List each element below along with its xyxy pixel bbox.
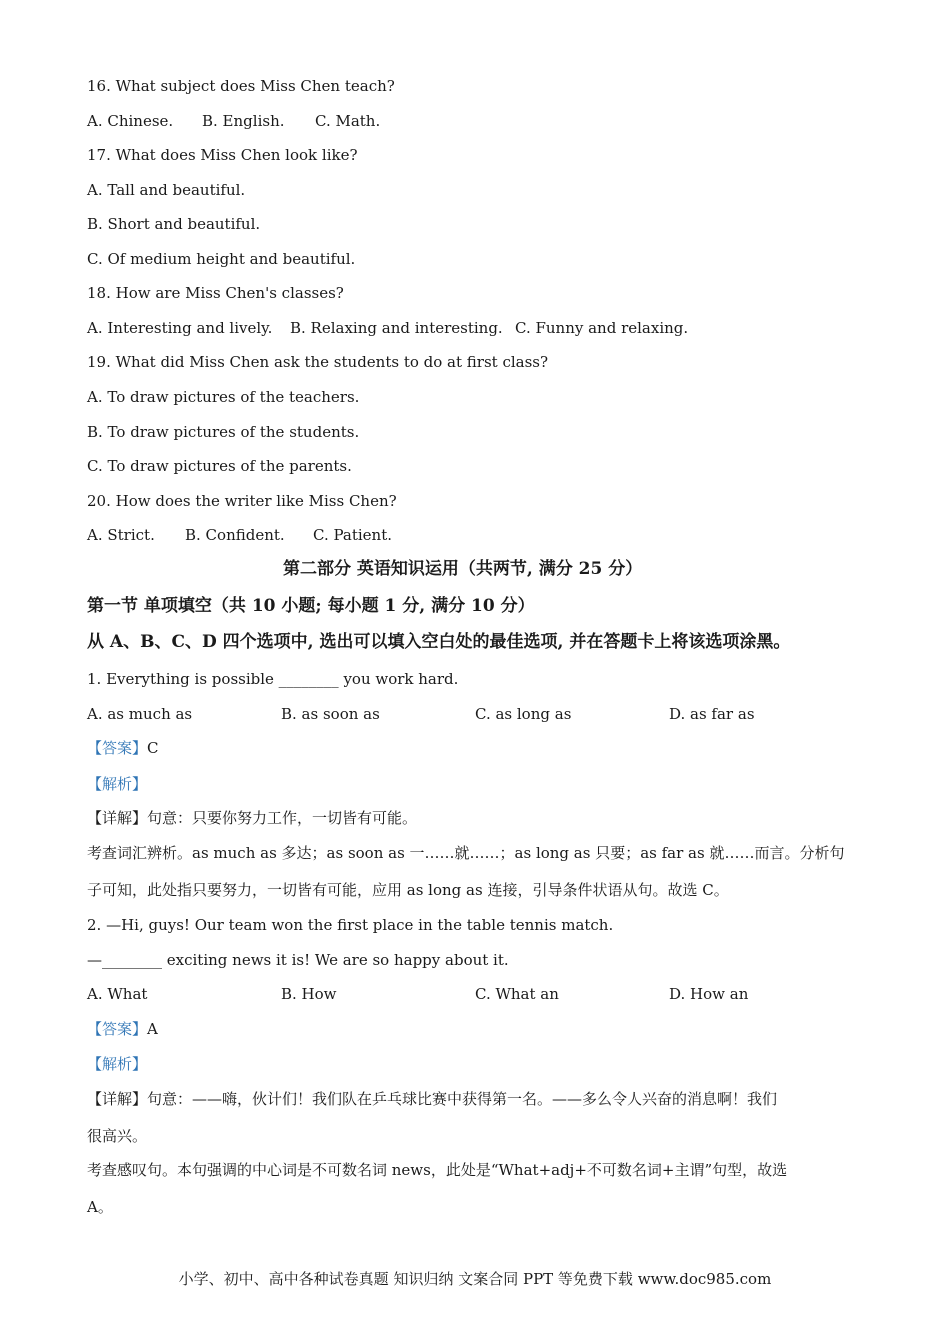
question-17: 17. What does Miss Chen look like?	[87, 146, 358, 164]
option-20-a: A. Strict.	[87, 526, 155, 544]
mc-question-2-line-1: 2. —Hi, guys! Our team won the first place in the table tennis match.	[87, 916, 614, 934]
detail-tag: 【详解】	[87, 1090, 148, 1108]
mc2-analysis-tag: 【解析】	[87, 1055, 148, 1073]
detail-tag: 【详解】	[87, 809, 148, 827]
mc2-option-c: C. What an	[475, 985, 559, 1003]
mc2-option-d: D. How an	[669, 985, 749, 1003]
mc1-explain-2: 子可知，此处指只要努力，一切皆有可能，应用 as long as 连接，引导条件状语从句。故选 C。	[87, 881, 729, 899]
mc-question-2-line-2: —________ exciting news it is! We are so happy about it.	[87, 951, 509, 969]
answer-tag: 【答案】	[87, 739, 148, 757]
mc2-option-b: B. How	[281, 985, 337, 1003]
part-two-title: 第二部分 英语知识运用（共两节, 满分 25 分）	[283, 559, 643, 579]
option-19-b: B. To draw pictures of the students.	[87, 423, 360, 441]
mc2-option-a: A. What	[87, 985, 148, 1003]
question-19: 19. What did Miss Chen ask the students to do at first class?	[87, 353, 549, 371]
option-20-c: C. Patient.	[313, 526, 392, 544]
mc2-explain-1: 考查感叹句。本句强调的中心词是不可数名词 news，此处是“What+adj+不可数名词+主谓”句型，故选	[87, 1161, 788, 1179]
mc1-option-a: A. as much as	[87, 705, 193, 723]
option-18-c: C. Funny and relaxing.	[515, 319, 689, 337]
option-18-a: A. Interesting and lively.	[87, 319, 273, 337]
mc1-analysis-tag: 【解析】	[87, 775, 148, 793]
option-20-b: B. Confident.	[185, 526, 285, 544]
mc2-answer-line	[87, 1019, 158, 1039]
answer-tag: 【答案】	[87, 1020, 148, 1038]
mc2-detail-line	[87, 1089, 777, 1109]
mc2-detail-1: 句意：——嗨，伙计们！我们队在乒乓球比赛中获得第一名。——多么令人兴奋的消息啊！我们	[147, 1090, 778, 1108]
mc1-option-d: D. as far as	[669, 705, 755, 723]
section-one-title: 第一节 单项填空（共 10 小题; 每小题 1 分, 满分 10 分）	[87, 596, 535, 616]
option-16-b: B. English.	[202, 112, 285, 130]
option-17-c: C. Of medium height and beautiful.	[87, 250, 356, 268]
mc1-detail-line	[87, 808, 417, 828]
page-footer: 小学、初中、高中各种试卷真题 知识归纳 文案合同 PPT 等免费下载 www.doc985.com	[178, 1270, 772, 1288]
question-20: 20. How does the writer like Miss Chen?	[87, 492, 397, 510]
mc1-option-c: C. as long as	[475, 705, 572, 723]
mc1-answer-line	[87, 738, 159, 758]
option-19-a: A. To draw pictures of the teachers.	[87, 388, 360, 406]
mc2-explain-2: A。	[87, 1198, 113, 1216]
option-17-a: A. Tall and beautiful.	[87, 181, 246, 199]
option-16-c: C. Math.	[315, 112, 381, 130]
option-16-a: A. Chinese.	[87, 112, 174, 130]
mc1-option-b: B. as soon as	[281, 705, 380, 723]
option-17-b: B. Short and beautiful.	[87, 215, 261, 233]
question-16: 16. What subject does Miss Chen teach?	[87, 77, 395, 95]
option-18-b: B. Relaxing and interesting.	[290, 319, 503, 337]
mc-question-1: 1. Everything is possible ________ you work hard.	[87, 670, 459, 688]
mc1-detail: 句意：只要你努力工作，一切皆有可能。	[147, 809, 418, 827]
section-one-instruction: 从 A、B、C、D 四个选项中, 选出可以填入空白处的最佳选项, 并在答题卡上将该选项涂黑。	[87, 632, 791, 652]
mc2-answer: A	[147, 1020, 158, 1038]
mc2-detail-2: 很高兴。	[87, 1127, 148, 1145]
option-19-c: C. To draw pictures of the parents.	[87, 457, 352, 475]
mc1-explain-1: 考查词汇辨析。as much as 多达；as soon as 一……就……；as long as 只要；as far as 就……而言。分析句	[87, 844, 845, 862]
mc1-answer: C	[147, 739, 159, 757]
question-18: 18. How are Miss Chen's classes?	[87, 284, 344, 302]
